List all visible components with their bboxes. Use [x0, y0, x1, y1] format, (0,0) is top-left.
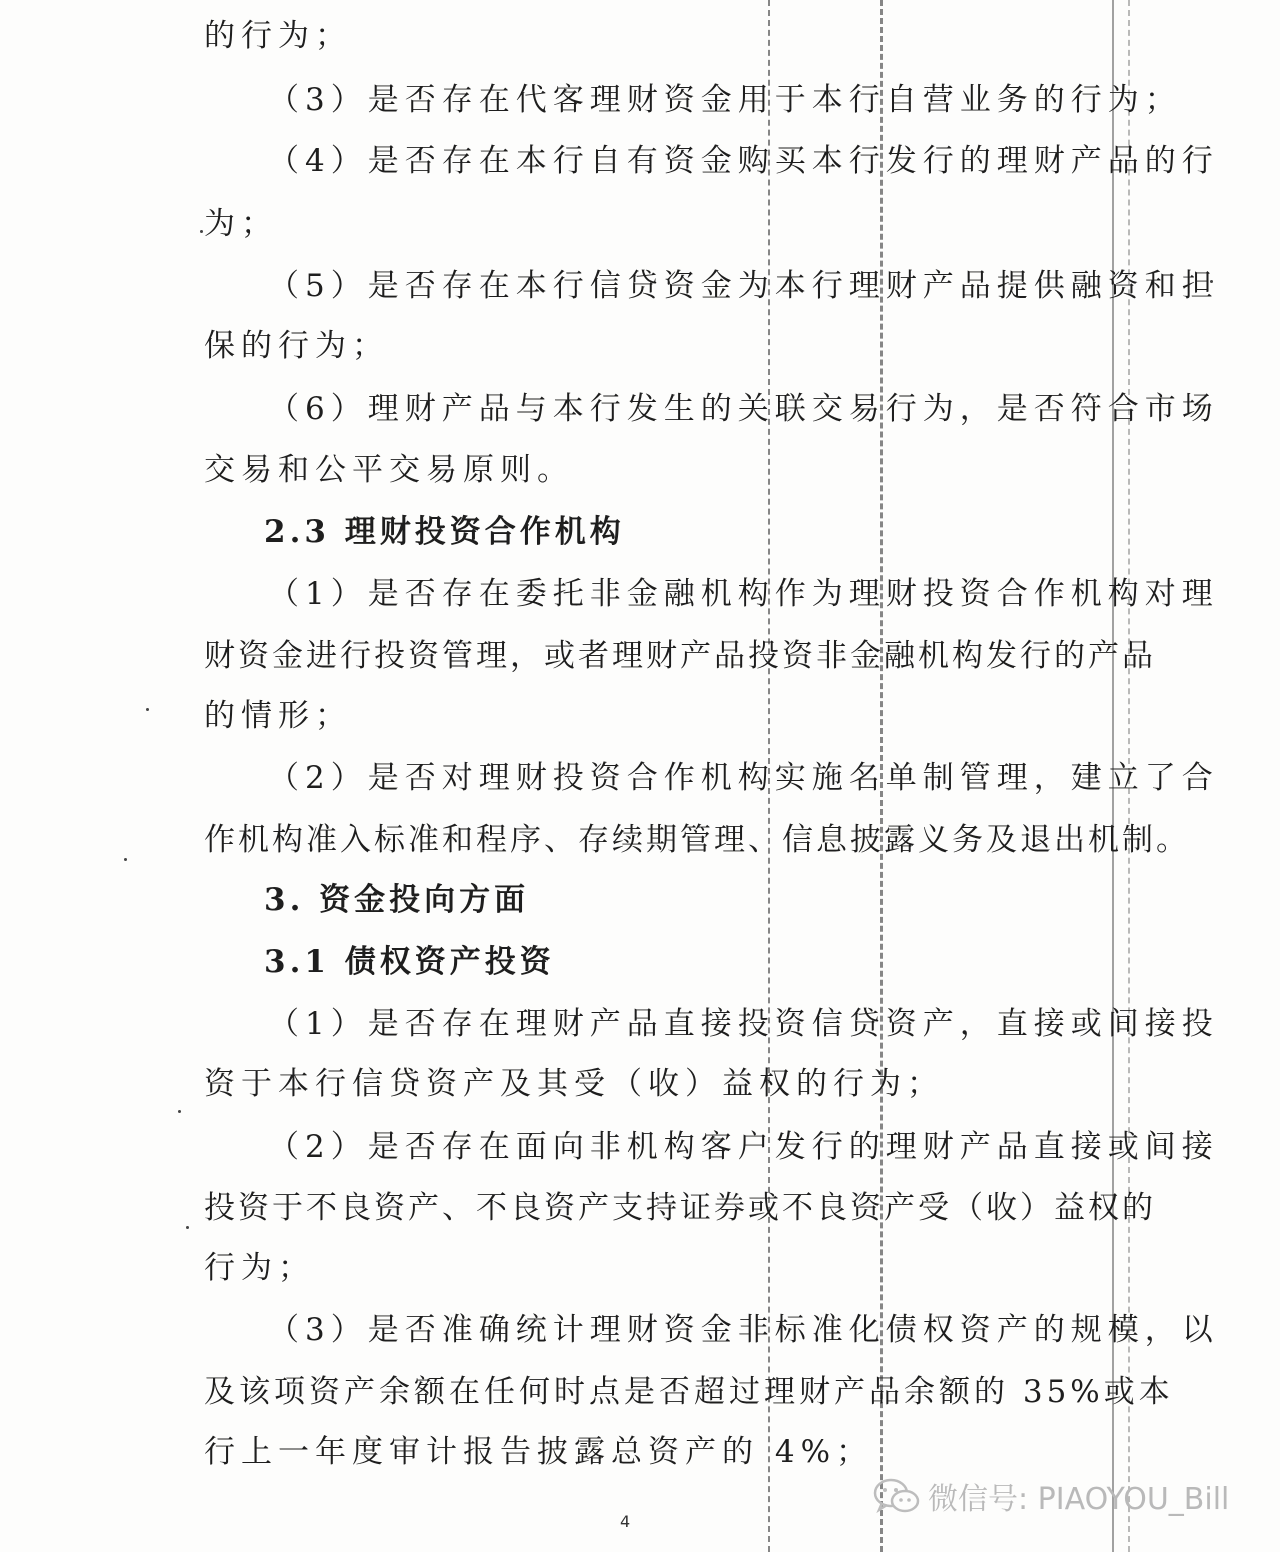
body-text-line: 行为； [204, 1250, 315, 1286]
wechat-icon [872, 1476, 922, 1516]
body-text-line: 为； [204, 206, 278, 242]
body-text-line: 的情形； [204, 698, 352, 734]
scan-speck [146, 708, 149, 711]
body-text-line: （1）是否存在委托非金融机构作为理财投资合作机构对理 [268, 576, 1219, 612]
scan-speck [200, 230, 203, 233]
body-text-line: 保的行为； [204, 328, 389, 364]
body-text-line: 的行为； [204, 18, 352, 54]
scan-speck [124, 858, 127, 861]
wechat-watermark [872, 1474, 1229, 1518]
body-text-line: （2）是否对理财投资合作机构实施名单制管理，建立了合 [268, 760, 1219, 796]
scan-speck [178, 1110, 181, 1113]
watermark-text: 微信号: PIAOYOU_Bill [928, 1482, 1230, 1517]
body-text-line: 及该项资产余额在任何时点是否超过理财产品余额的 35%或本 [204, 1374, 1174, 1410]
section-heading: 2.3 理财投资合作机构 [264, 514, 625, 550]
body-text-line: 作机构准入标准和程序、存续期管理、信息披露义务及退出机制。 [204, 822, 1190, 858]
section-heading: 3. 资金投向方面 [264, 882, 530, 918]
body-text-line: （1）是否存在理财产品直接投资信贷资产，直接或间接投 [268, 1006, 1219, 1042]
body-text-line: （3）是否存在代客理财资金用于本行自营业务的行为； [268, 82, 1182, 118]
body-text-line: （2）是否存在面向非机构客户发行的理财产品直接或间接 [268, 1129, 1219, 1165]
body-text-line: 交易和公平交易原则。 [204, 452, 574, 488]
scan-speck [186, 1226, 189, 1229]
section-heading: 3.1 债权资产投资 [264, 944, 555, 980]
body-text-line: （6）理财产品与本行发生的关联交易行为，是否符合市场 [268, 391, 1219, 427]
body-text-line: 投资于不良资产、不良资产支持证券或不良资产受（收）益权的 [204, 1190, 1156, 1226]
body-text-line: （5）是否存在本行信贷资金为本行理财产品提供融资和担 [268, 268, 1219, 304]
body-text-line: 资于本行信贷资产及其受（收）益权的行为； [204, 1066, 944, 1102]
body-text-line: （4）是否存在本行自有资金购买本行发行的理财产品的行 [268, 143, 1219, 179]
body-text-line: 行上一年度审计报告披露总资产的 4%； [204, 1434, 874, 1470]
body-text-line: 财资金进行投资管理，或者理财产品投资非金融机构发行的产品 [204, 638, 1156, 674]
body-text-line: （3）是否准确统计理财资金非标准化债权资产的规模，以 [268, 1312, 1219, 1348]
page-number: 4 [620, 1512, 631, 1531]
